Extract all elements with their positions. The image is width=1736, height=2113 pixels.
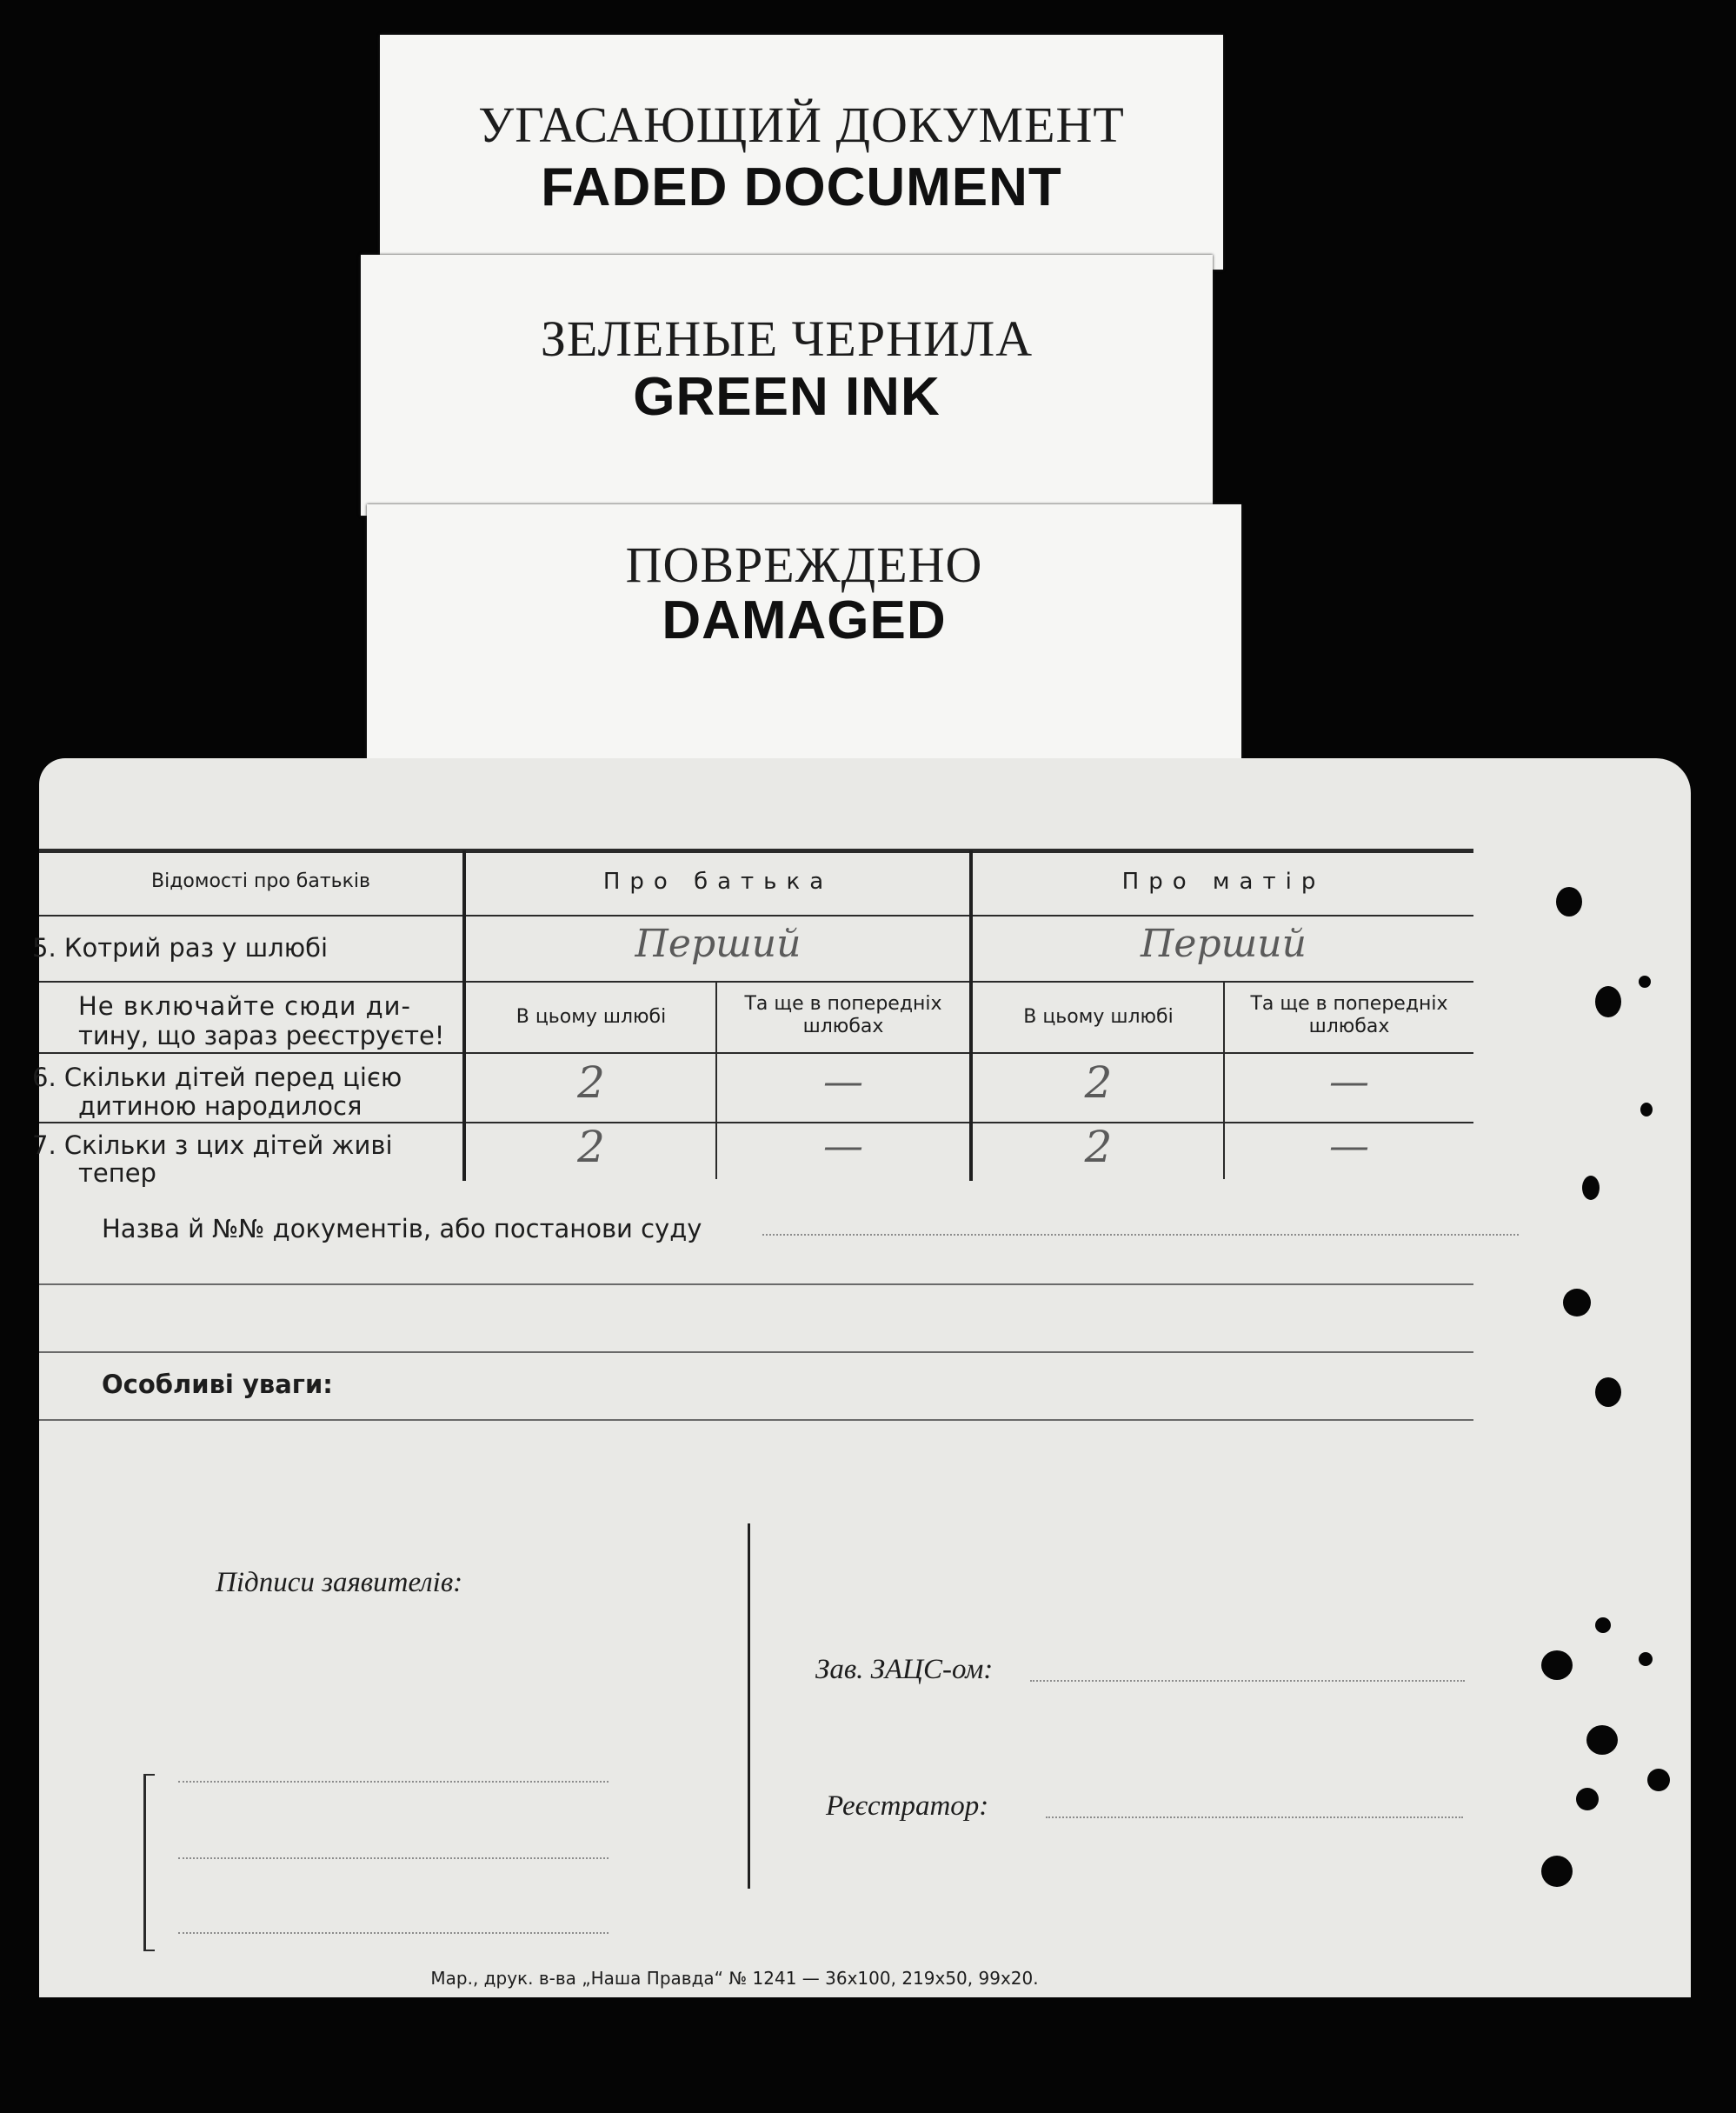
row5-mother-value: Перший — [1141, 922, 1307, 966]
registration-form-card — [32, 758, 1691, 1997]
signature-line — [178, 1781, 609, 1783]
punch-hole — [1541, 1856, 1573, 1887]
punch-hole — [1640, 1103, 1653, 1116]
table-top-rule — [39, 849, 1473, 853]
table-divider — [969, 850, 973, 1181]
signature-line — [178, 1857, 609, 1859]
green-ink-label — [361, 255, 1213, 516]
punch-hole — [1595, 1617, 1611, 1633]
mother-this-marriage-header: В цьому шлюбі — [1023, 1006, 1174, 1028]
father-this-marriage-header: В цьому шлюбі — [515, 1006, 667, 1028]
signature-divider — [748, 1523, 750, 1889]
row7-label-line-2: тепер — [78, 1158, 156, 1188]
punch-hole — [1639, 976, 1651, 988]
special-notes-label: Особливі уваги: — [102, 1370, 333, 1399]
table-row-rule — [39, 981, 1473, 983]
punch-hole — [1586, 1725, 1618, 1755]
punch-hole — [1595, 986, 1621, 1017]
header-parents-info: Відомості про батьків — [151, 870, 370, 892]
documents-dotted-line — [762, 1234, 1519, 1236]
printer-footer: Мар., друк. в-ва „Наша Правда“ № 1241 — 36x100, 219x50, 99x20. — [430, 1968, 1039, 1989]
label-russian-text: УГАСАЮЩИЙ ДОКУМЕНТ — [478, 97, 1125, 153]
punch-hole — [1556, 887, 1582, 917]
row5-label: 5. Котрий раз у шлюбі — [32, 933, 329, 963]
zags-head-signature-line — [1030, 1680, 1465, 1682]
row5-father-value: Перший — [635, 922, 801, 966]
registrar-signature-line — [1046, 1816, 1463, 1818]
label-russian-text: ЗЕЛЕНЫЕ ЧЕРНИЛА — [540, 310, 1034, 367]
header-mother: Про матір — [1121, 869, 1326, 895]
row6-label-line-2: дитиною народилося — [78, 1091, 362, 1121]
signature-bracket — [143, 1774, 155, 1951]
note-line-1: Не включайте сюди ди- — [78, 991, 411, 1021]
table-header-rule — [39, 915, 1473, 917]
signature-line — [178, 1932, 609, 1934]
punch-hole — [1576, 1788, 1599, 1810]
zags-head-label: Зав. ЗАЦС-ом: — [815, 1654, 994, 1685]
label-english-text: FADED DOCUMENT — [541, 157, 1062, 217]
table-row-rule — [39, 1052, 1473, 1054]
label-russian-text: ПОВРЕЖДЕНО — [625, 537, 983, 593]
mother-previous-marriages-header-1: Та ще в попередніх — [1250, 993, 1448, 1015]
row7-label-line-1: 7. Скільки з цих дітей живі — [32, 1130, 393, 1160]
row6-label-line-1: 6. Скільки дітей перед цією — [32, 1063, 402, 1092]
row6-mother-this-value: 2 — [1084, 1057, 1113, 1108]
label-english-text: GREEN INK — [633, 367, 941, 427]
documents-label: Назва й №№ документів, або постанови суду — [102, 1214, 702, 1243]
punch-hole — [1639, 1652, 1653, 1666]
punch-hole — [1541, 1650, 1573, 1680]
faded-document-label — [380, 35, 1223, 270]
mother-previous-marriages-header-2: шлюбах — [1308, 1016, 1390, 1037]
special-notes-line — [39, 1419, 1473, 1421]
punch-hole — [1582, 1176, 1600, 1200]
signatures-label: Підписи заявителів: — [216, 1567, 463, 1598]
father-previous-marriages-header-1: Та ще в попередніх — [744, 993, 942, 1015]
punch-hole — [1563, 1289, 1591, 1316]
row7-father-this-value: 2 — [577, 1122, 605, 1172]
row6-mother-previous-value: — — [1329, 1057, 1369, 1104]
row7-mother-this-value: 2 — [1084, 1122, 1113, 1172]
row6-father-this-value: 2 — [577, 1057, 605, 1108]
header-father: Про батька — [602, 869, 834, 895]
row7-father-previous-value: — — [823, 1122, 863, 1169]
row6-father-previous-value: — — [823, 1057, 863, 1104]
documents-line — [39, 1351, 1473, 1353]
damaged-label — [367, 504, 1241, 761]
documents-line — [39, 1283, 1473, 1285]
punch-hole — [1595, 1377, 1621, 1407]
note-line-2: тину, що зараз реєструєте! — [78, 1021, 445, 1050]
father-previous-marriages-header-2: шлюбах — [802, 1016, 884, 1037]
label-english-text: DAMAGED — [662, 590, 947, 650]
punch-hole — [1647, 1769, 1670, 1791]
table-divider — [462, 850, 466, 1181]
row7-mother-previous-value: — — [1329, 1122, 1369, 1169]
registrar-label: Реєстратор: — [826, 1790, 989, 1822]
